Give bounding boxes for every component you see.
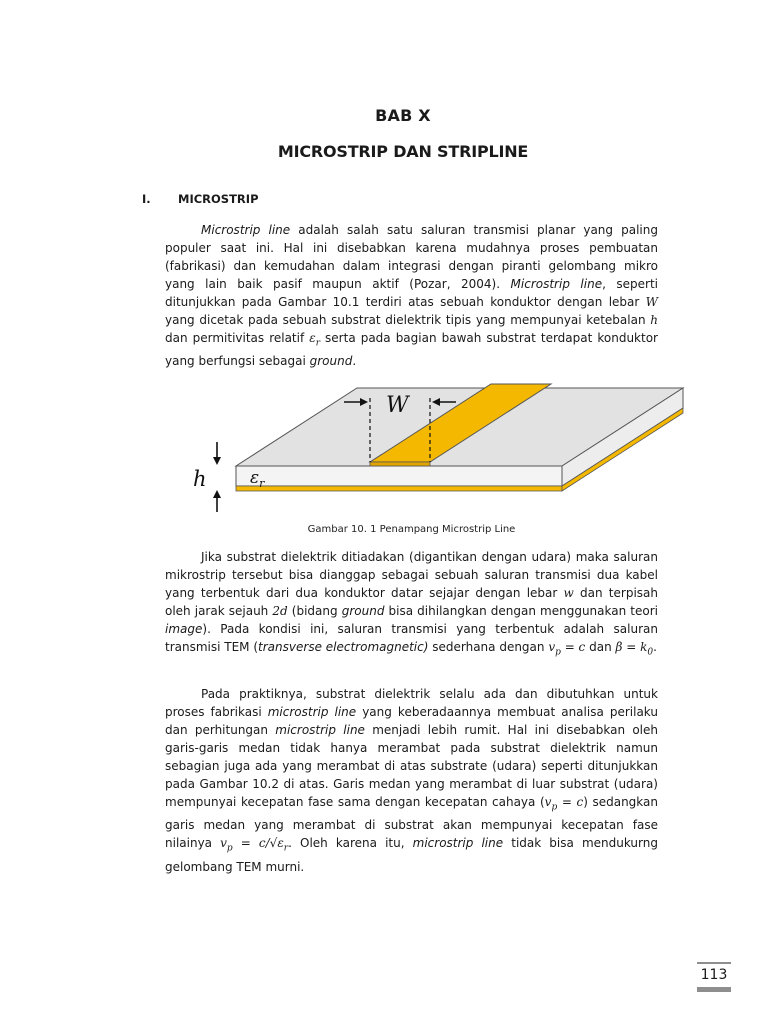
text-run: microstrip line xyxy=(267,705,357,719)
text-run: p xyxy=(555,647,561,658)
text-run: , seperti ditunjukkan pada Gambar 10.1 terdiri atas sebuah konduktor dengan lebar xyxy=(165,277,658,309)
text-run: dan xyxy=(585,640,616,654)
text-run: . Oleh karena itu, xyxy=(288,836,413,851)
text-run: yang dicetak pada sebuah substrat dielektrik tipis yang mempunyai ketebalan xyxy=(165,313,651,327)
text-run: = c/√ε xyxy=(232,836,284,851)
paragraph-intro xyxy=(165,221,658,370)
figure-caption: Gambar 10. 1 Penampang Microstrip Line xyxy=(307,524,516,535)
height-arrow-top xyxy=(213,442,221,465)
text-run: r xyxy=(315,338,320,349)
text-run: . xyxy=(352,354,357,369)
text-run: W xyxy=(645,295,658,309)
paragraph-tem-explanation xyxy=(165,548,658,661)
permittivity-label: $\varepsilon_r$ xyxy=(250,468,265,490)
text-run: 0 xyxy=(647,647,654,658)
text-run: ε xyxy=(309,331,316,345)
text-run: Microstrip line xyxy=(510,277,603,291)
text-run: menjadi lebih rumit. Hal ini disebabkan oleh garis-garis medan tidak hanya merambat pada substrat dielektrik namun sebagian juga ada yang merambat di atas substrate (udara) seperti ditunjukkan pada Gambar 10.2 di atas. Garis medan yang merambat di luar substrat (udara) mempunyai kecepatan fase sama dengan kecepatan cahaya ( xyxy=(165,723,658,809)
text-run: yang keberadaannya membuat analisa perilaku dan perhitungan xyxy=(165,705,658,737)
text-run: sederhana dengan xyxy=(428,640,549,654)
text-run: h xyxy=(650,313,658,327)
text-run: v xyxy=(548,640,556,654)
text-run: w xyxy=(563,586,574,600)
text-run: ground xyxy=(341,604,385,618)
section-heading xyxy=(142,192,259,206)
page-number: 113 xyxy=(697,962,731,992)
text-run: tidak bisa mendukurng gelombang TEM murni. xyxy=(165,836,658,874)
text-run: dan terpisah oleh jarak sejauh xyxy=(165,586,658,618)
text-run: 2d xyxy=(272,604,288,618)
width-label: W xyxy=(386,393,409,418)
microstrip-cross-section-figure xyxy=(180,380,686,518)
text-run: ground xyxy=(309,354,353,369)
height-arrow-bottom xyxy=(213,490,221,512)
text-run: adalah salah satu saluran transmisi planar yang paling populer saat ini. Hal ini disebabkan karena mudahnya proses pembuatan (fabrikasi) dan kemudahan dalam integrasi dengan piranti gelombang mikro yang lain baik pasif maupun aktif (Pozar, 2004). xyxy=(165,223,658,291)
text-run: . xyxy=(653,640,657,654)
text-run: ). Pada kondisi ini, saluran transmisi yang terbentuk adalah saluran transmisi TEM ( xyxy=(165,622,658,654)
text-run: Jika substrat dielektrik ditiadakan (digantikan dengan udara) maka saluran mikrostrip tersebut bisa dianggap sebagai sebuah saluran transmisi dua kabel yang terbentuk dari dua konduktor datar sejajar dengan lebar xyxy=(165,550,658,600)
substrate-front xyxy=(236,466,562,486)
text-run: serta pada bagian bawah substrat terdapat konduktor yang berfungsi sebagai xyxy=(165,331,658,369)
text-run: p xyxy=(226,843,233,854)
conductor-strip-front xyxy=(370,462,430,466)
text-run: Pada praktiknya, substrat dielektrik selalu ada dan dibutuhkan untuk proses fabrikasi xyxy=(165,687,658,719)
text-run: microstrip line xyxy=(275,723,365,737)
text-run: v xyxy=(544,795,552,809)
height-label: h xyxy=(193,467,207,491)
ground-plane-front xyxy=(236,486,562,491)
text-run: = c xyxy=(557,795,584,809)
text-run: image xyxy=(165,622,203,636)
text-run: Microstrip line xyxy=(201,223,291,237)
text-run: (bidang xyxy=(287,604,342,618)
section-number: I. xyxy=(142,192,151,206)
text-run: β = k xyxy=(615,640,648,654)
text-run: ) sedangkan garis medan yang merambat di substrat akan mempunyai kecepatan fase nilainya xyxy=(165,795,658,851)
text-run: dan permitivitas relatif xyxy=(165,331,310,345)
chapter-heading: BAB X xyxy=(375,106,431,125)
text-run: p xyxy=(551,802,558,813)
paragraph-practice xyxy=(165,685,658,876)
text-run: transverse electromagnetic) xyxy=(258,640,429,654)
text-run: r xyxy=(283,843,289,854)
section-title: MICROSTRIP xyxy=(178,192,259,206)
text-run: = c xyxy=(560,640,586,654)
text-run: microstrip line xyxy=(412,836,504,851)
chapter-title: MICROSTRIP DAN STRIPLINE xyxy=(277,142,529,161)
text-run: v xyxy=(220,836,227,851)
text-run: bisa dihilangkan dengan menggunakan teori xyxy=(384,604,658,618)
